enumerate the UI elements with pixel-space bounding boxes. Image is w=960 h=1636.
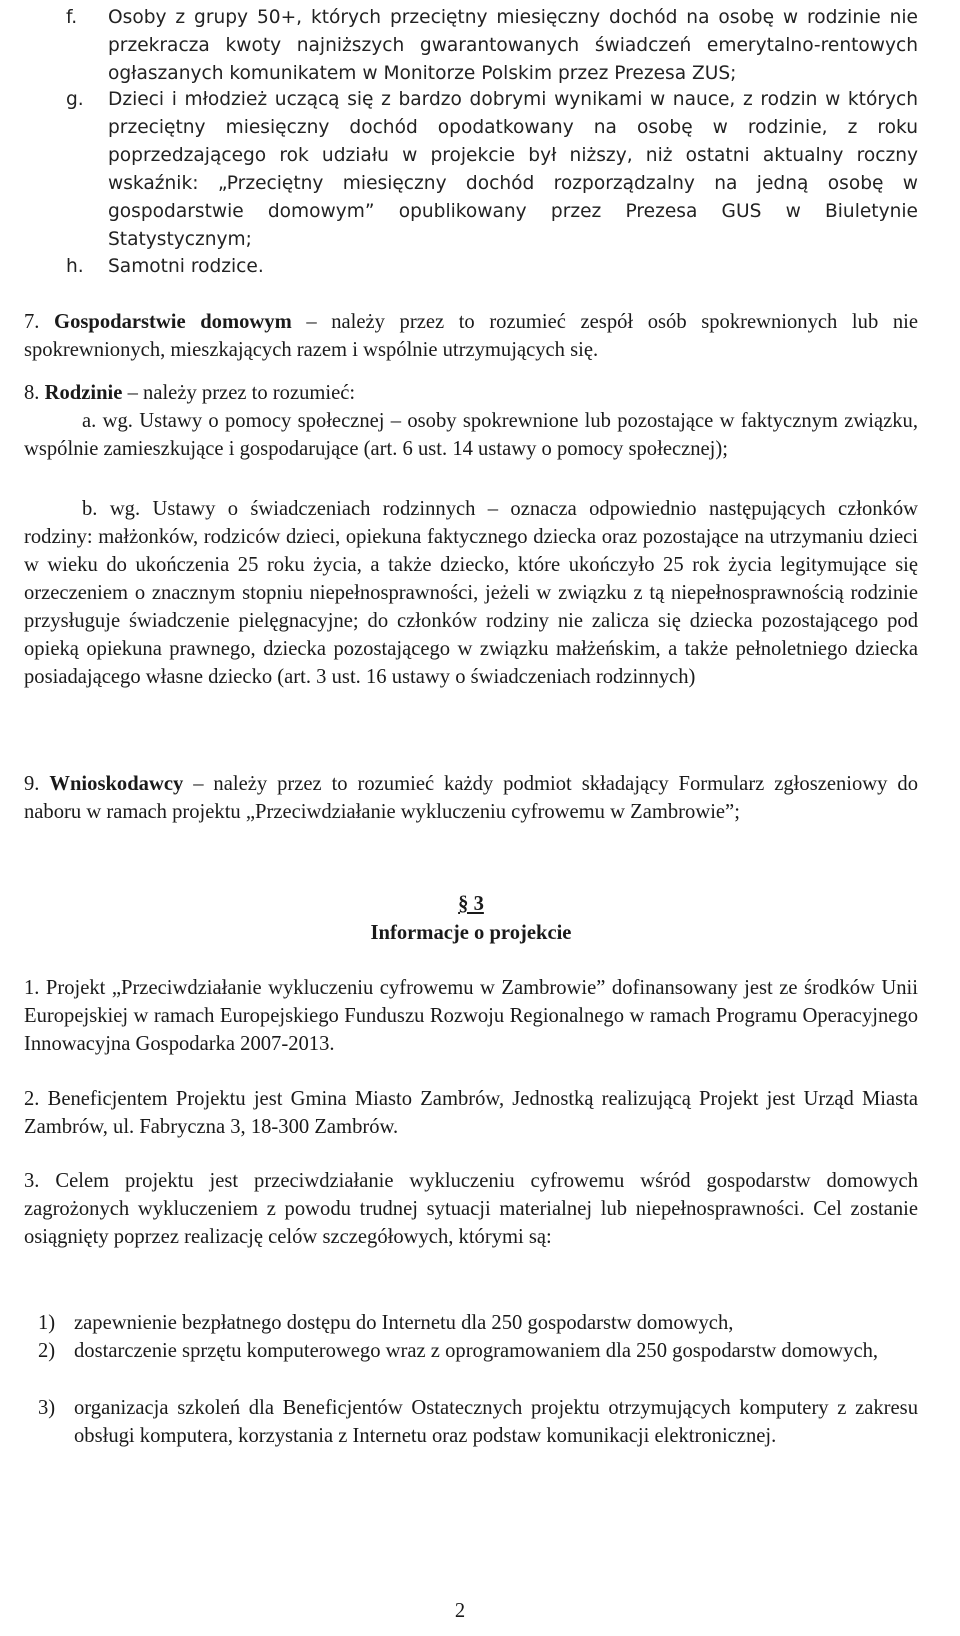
info-paragraph-3: 3. Celem projektu jest przeciwdziałanie wykluczeniu cyfrowemu wśród gospodarstw domowych zagrożonych wykluczeniem z powodu trudnej sytuacji materialnej lub niepełnosprawności. Cel zostanie osiągnięty poprzez realizację celów szczegółowych, którymi są: [24, 1170, 918, 1248]
list-item-h-text: Samotni rodzice. [108, 256, 264, 277]
definition-7 [24, 308, 918, 364]
definition-term: Gospodarstwie domowym [54, 311, 292, 333]
section-symbol [24, 890, 918, 918]
item-marker: b. [82, 498, 98, 520]
section-symbol-text: § 3 [458, 893, 484, 915]
info-paragraph-1: 1. Projekt „Przeciwdziałanie wykluczeniu cyfrowemu w Zambrowie” dofinansowany jest ze środków Unii Europejskiej w ramach Europejskiego Funduszu Rozwoju Regionalnego w ramach Programu Operacyjnego Innowacyjna Gospodarka 2007-2013. [24, 977, 918, 1055]
goal-number: 3) [38, 1397, 56, 1419]
goal-text: zapewnienie bezpłatnego dostępu do Internetu dla 250 gospodarstw domowych, [74, 1312, 734, 1334]
definition-text: – należy przez to rozumieć każdy podmiot składający Formularz zgłoszeniowy do naboru w ramach projektu „Przeciwdziałanie wykluczeniu cyfrowemu w Zambrowie”; [24, 773, 918, 823]
definition-text: – należy przez to rozumieć: [122, 382, 356, 404]
definition-term: Rodzinie [44, 382, 123, 404]
definition-8-item-b [24, 495, 918, 691]
list-marker-g: g. [66, 89, 84, 110]
list-item-g-text: Dzieci i młodzież uczącą się z bardzo dobrymi wynikami w nauce, z rodzin w których przeciętny miesięczny dochód opodatkowany na osobę w rodzinie, z roku poprzedzającego rok udziału w projekcie był niższy, niż ostatni aktualny roczny wskaźnik: „Przeciętny miesięczny dochód rozporządzalny na jedną osobę w gospodarstwie domowym” opublikowany przez Prezesa GUS w Biuletynie Statystycznym; [108, 89, 918, 250]
definition-number: 8. [24, 382, 40, 404]
section-title: Informacje o projekcie [370, 922, 572, 944]
goal-number: 2) [38, 1340, 56, 1362]
definition-number: 9. [24, 773, 40, 795]
goal-text: organizacja szkoleń dla Beneficjentów Ostatecznych projektu otrzymujących komputery z zakresu obsługi komputera, korzystania z Internetu oraz podstaw komunikacji elektronicznej. [74, 1397, 918, 1447]
definition-8 [24, 379, 918, 407]
definition-9 [24, 770, 918, 826]
item-text: wg. Ustawy o świadczeniach rodzinnych – oznacza odpowiednio następujących członków rodziny: małżonków, rodziców dzieci, opiekuna faktycznego dziecka oraz pozostające na utrzymaniu dzieci w wieku do ukończenia 25 roku życia, a także dziecko, które ukończyło 25 rok życia legitymujące się orzeczeniem o znacznym stopniu niepełnosprawności, jeżeli w związku z tą niepełnosprawnością rodzinie przysługuje świadczenie pielęgnacyjne; do członków rodziny nie zalicza się dziecka pozostającego pod opieką opiekuna prawnego, dziecka pozostającego w związku małżeńskim, a także pełnoletniego dziecka posiadającego własne dziecko (art. 3 ust. 16 ustawy o świadczeniach rodzinnych) [24, 498, 919, 688]
goal-number: 1) [38, 1312, 56, 1334]
list-marker-h: h. [66, 256, 84, 277]
list-marker-f: f. [66, 7, 78, 28]
definition-term: Wnioskodawcy [49, 773, 184, 795]
goal-text: dostarczenie sprzętu komputerowego wraz z oprogramowaniem dla 250 gospodarstw domowych, [74, 1340, 879, 1362]
info-paragraph-2: 2. Beneficjentem Projektu jest Gmina Miasto Zambrów, Jednostką realizującą Projekt jest Urząd Miasta Zambrów, ul. Fabryczna 3, 18-300 Zambrów. [24, 1088, 918, 1138]
page-number: 2 [454, 1600, 466, 1622]
list-item-f-text: Osoby z grupy 50+, których przeciętny miesięczny dochód na osobę w rodzinie nie przekracza kwoty najniższych gwarantowanych świadczeń emerytalno-rentowych ogłaszanych komunikatem w Monitorze Polskim przez Prezesa ZUS; [108, 7, 918, 84]
item-marker: a. [82, 410, 97, 432]
definition-number: 7. [24, 311, 40, 333]
definition-8-item-a [24, 407, 918, 463]
item-text: wg. Ustawy o pomocy społecznej – osoby spokrewnione lub pozostające w faktycznym związku, wspólnie zamieszkujące i gospodarujące (art. 6 ust. 14 ustawy o pomocy społecznej); [24, 410, 918, 460]
definition-text: – należy przez to rozumieć zespół osób spokrewnionych lub nie spokrewnionych, mieszkających razem i wspólnie utrzymujących się. [24, 311, 918, 361]
